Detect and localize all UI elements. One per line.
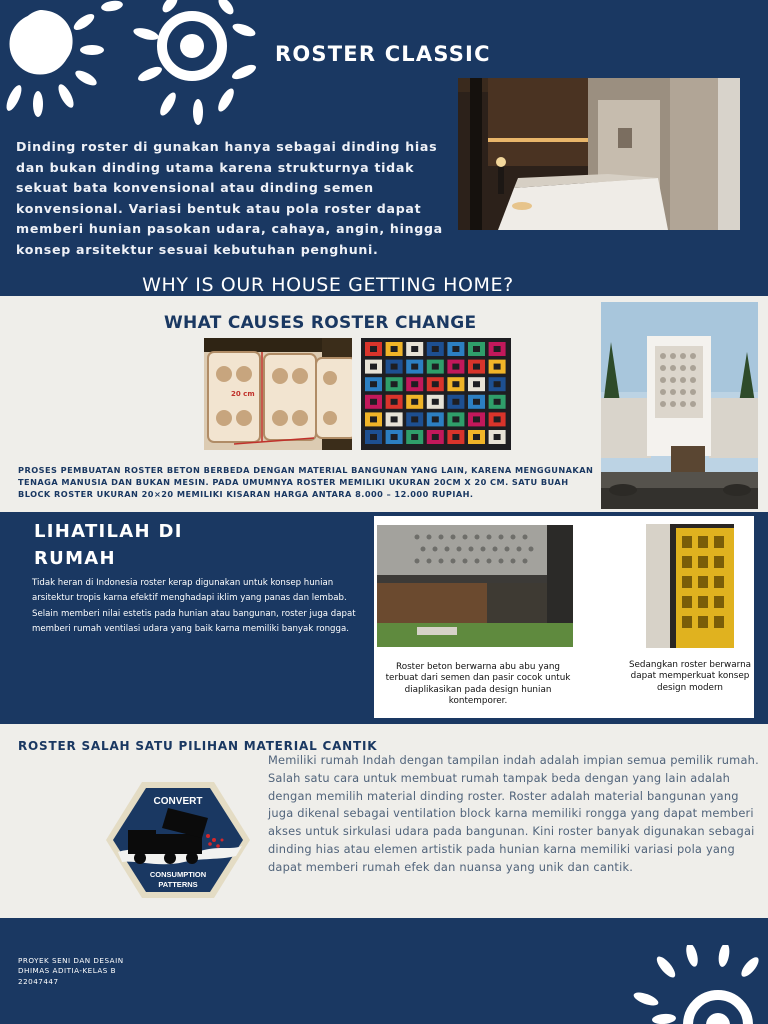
house-facade-photo xyxy=(601,302,758,509)
bedroom-photo xyxy=(458,78,740,230)
sun-swirl-corner-icon xyxy=(620,945,768,1024)
footer-id: 22047447 xyxy=(18,976,59,986)
badge-bottom-text-2: PATTERNS xyxy=(158,880,198,889)
material-paragraph: Memiliki rumah Indah dengan tampilan indah adalah impian semua pemilik rumah. Salah satu cara untuk membuat rumah tampak beda dengan yang lain adalah dengan memilih material dinding roster. Roster adalah material bangunan yang juga dikenal sebagai ventilation block karna memiliki rongga yang dapat memberi akses untuk sirkulasi udara pada bangunan. Kini roster banyak digunakan sebagai dinding hias atau elemen artistik pada hunian karna memiliki variasi pola yang dapat memberi rumah efek dan nuansa yang unik dan cantik. xyxy=(268,753,759,874)
color-roster-caption: Sedangkan roster berwarna dapat memperkuat konsep design modern xyxy=(628,660,752,693)
process-description: PROSES PEMBUATAN ROSTER BETON BERBEDA DENGAN MATERIAL BANGUNAN YANG LAIN, KARENA MENGGUNAKAN TENAGA MANUSIA DAN BUKAN MESIN. PADA UMUMNYA ROSTER MEMILIKI UKURAN 20CM X 20 CM. SATU BUAH BLOCK ROSTER UKURAN 20×20 MEMILIKI KISARAN HARGA ANTARA 8.000 – 12.000 RUPIAH. xyxy=(18,465,594,500)
intro-paragraph: Dinding roster di gunakan hanya sebagai dinding hias dan bukan dinding utama karena strukturnya tidak sekuat bata konvensional atau dinding semen konvensional. Variasi bentuk atau pola roster dapat memberi hunian pasokan udara, cahaya, angin, hingga konsep arsitektur sesuai kebutuhan penghuni. xyxy=(16,139,443,257)
convert-consumption-badge-icon xyxy=(104,780,252,900)
lihat-paragraph: Tidak heran di Indonesia roster kerap digunakan untuk konsep hunian arsitektur tropis karna efektif menghadapi iklim yang panas dan lembab. Selain memberi nilai estetis pada hunian atau bangunan, roster juga dapat memberi rumah ventilasi udara yang baik karna memiliki banyak rongga. xyxy=(32,578,356,635)
material-title: ROSTER SALAH SATU PILIHAN MATERIAL CANTIK xyxy=(18,739,378,753)
causes-title: WHAT CAUSES ROSTER CHANGE xyxy=(164,313,477,333)
colorful-roster-photo xyxy=(361,338,511,450)
sun-swirl-decoration-icon xyxy=(0,0,275,130)
badge-bottom-text-1: CONSUMPTION xyxy=(149,870,207,879)
lihat-title: LIHATILAH DI RUMAH xyxy=(34,521,183,569)
yellow-roster-photo xyxy=(646,524,734,648)
footer-credits xyxy=(18,956,124,987)
dimension-label: 20 cm xyxy=(231,390,255,398)
gray-roster-house-photo xyxy=(377,525,573,647)
badge-top-text: CONVERT xyxy=(153,796,203,807)
gray-roster-caption: Roster beton berwarna abu abu yang terbuat dari semen dan pasir cocok untuk diaplikasikan pada design hunian kontemporer. xyxy=(385,662,571,707)
footer-author: DHIMAS ADITIA-KELAS B xyxy=(18,966,117,976)
roster-block-photo xyxy=(204,338,352,450)
page-title: ROSTER CLASSIC xyxy=(275,42,491,66)
footer-project: PROYEK SENI DAN DESAIN xyxy=(18,956,124,965)
section-subtitle: WHY IS OUR HOUSE GETTING HOME? xyxy=(142,274,514,296)
